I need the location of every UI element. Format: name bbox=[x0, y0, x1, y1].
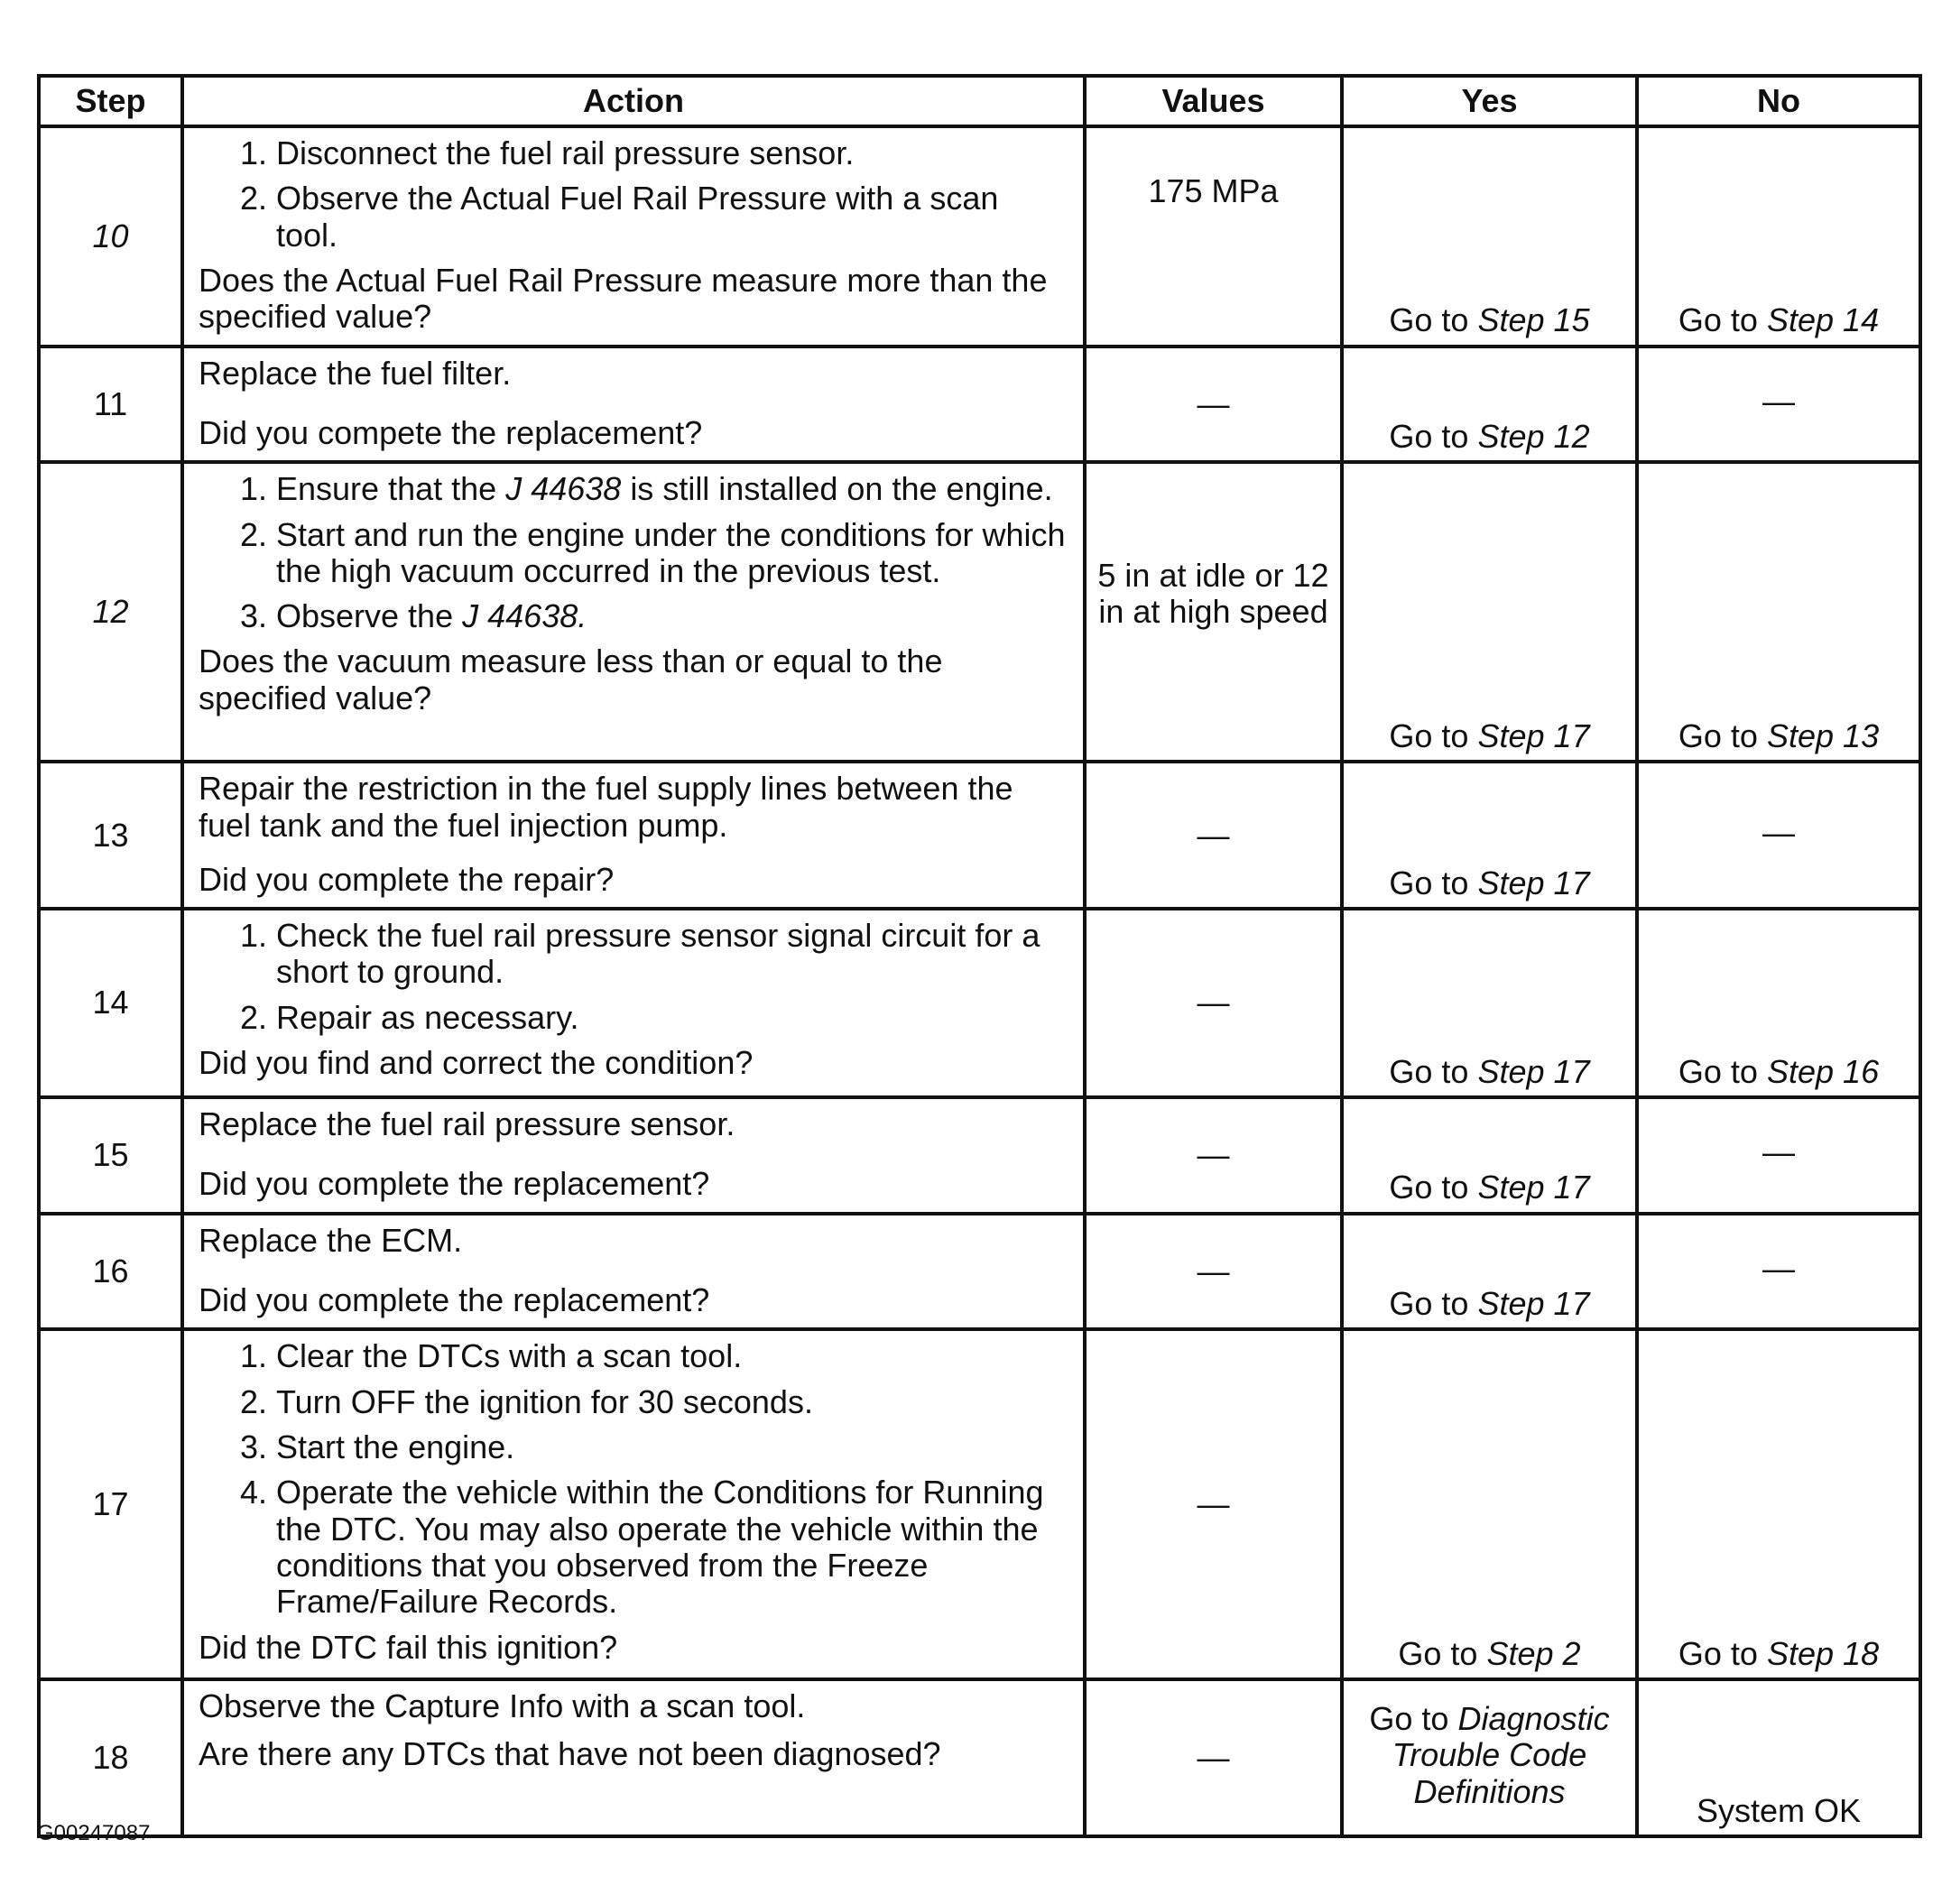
values-cell: 175 MPa bbox=[1085, 126, 1342, 347]
goto-prefix: Go to bbox=[1389, 716, 1469, 754]
step-number: 10 bbox=[39, 126, 182, 347]
values-cell: — bbox=[1085, 1329, 1342, 1679]
action-item: 1. Disconnect the fuel rail pressure sensor. bbox=[276, 135, 1068, 171]
goto-prefix: Go to bbox=[1389, 1052, 1469, 1090]
header-row bbox=[39, 76, 1920, 126]
action-item: 2. Observe the Actual Fuel Rail Pressure with a scan tool. bbox=[276, 180, 1068, 254]
action-item: 2. Turn OFF the ignition for 30 seconds. bbox=[276, 1384, 1068, 1420]
goto-prefix: Go to bbox=[1678, 1635, 1758, 1673]
action-question: Does the vacuum measure less than or equal to the specified value? bbox=[199, 642, 943, 716]
tool-reference: J 44638. bbox=[462, 597, 587, 635]
no-cell: System OK bbox=[1637, 1679, 1920, 1836]
goto-step-link: Step 16 bbox=[1766, 1052, 1880, 1090]
action-question: Did you complete the replacement? bbox=[199, 1281, 710, 1319]
goto-step-link: Step 2 bbox=[1486, 1635, 1581, 1673]
step-number: 16 bbox=[39, 1214, 182, 1330]
action-text: Replace the fuel filter. bbox=[199, 354, 512, 392]
goto-prefix: Go to bbox=[1389, 864, 1469, 901]
goto-prefix: Go to bbox=[1678, 716, 1758, 754]
goto-prefix: Go to bbox=[1389, 417, 1469, 455]
yes-cell bbox=[1342, 1214, 1637, 1330]
yes-cell bbox=[1342, 909, 1637, 1097]
goto-step-link: Step 17 bbox=[1477, 1285, 1590, 1323]
action-cell bbox=[182, 126, 1085, 347]
yes-cell bbox=[1342, 1329, 1637, 1679]
header-step: Step bbox=[39, 76, 182, 126]
table-row bbox=[39, 1329, 1920, 1679]
yes-cell bbox=[1342, 462, 1637, 762]
step-number: 17 bbox=[39, 1329, 182, 1679]
action-list bbox=[199, 135, 1068, 254]
action-cell bbox=[182, 909, 1085, 1097]
values-cell: — bbox=[1085, 909, 1342, 1097]
step-number: 12 bbox=[39, 462, 182, 762]
goto-prefix: Go to bbox=[1389, 1169, 1469, 1206]
header-yes: Yes bbox=[1342, 76, 1637, 126]
goto-diagnostic-link: Diagnostic Trouble Code Definitions bbox=[1392, 1699, 1610, 1810]
action-item: 1. Clear the DTCs with a scan tool. bbox=[276, 1338, 1068, 1374]
values-cell: — bbox=[1085, 347, 1342, 463]
step-number: 14 bbox=[39, 909, 182, 1097]
action-cell bbox=[182, 1679, 1085, 1836]
no-cell: — bbox=[1637, 762, 1920, 909]
step-number: 18 bbox=[39, 1679, 182, 1836]
action-question: Did you complete the repair? bbox=[199, 860, 615, 898]
values-cell: 5 in at idle or 12 in at high speed bbox=[1085, 462, 1342, 762]
action-item: 1. Check the fuel rail pressure sensor signal circuit for a short to ground. bbox=[276, 918, 1068, 991]
action-item: 2. Repair as necessary. bbox=[276, 1000, 1068, 1036]
goto-step-link: Step 17 bbox=[1477, 716, 1590, 754]
no-cell bbox=[1637, 126, 1920, 347]
header-action: Action bbox=[182, 76, 1085, 126]
tool-reference: J 44638 bbox=[505, 470, 622, 508]
table-row bbox=[39, 1679, 1920, 1836]
action-text: Repair the restriction in the fuel supply lines between the fuel tank and the fuel injection pump. bbox=[199, 770, 1013, 844]
yes-cell bbox=[1342, 1097, 1637, 1214]
action-text: Observe the Capture Info with a scan tool. bbox=[199, 1687, 806, 1725]
action-list bbox=[199, 918, 1068, 1036]
action-text: Replace the fuel rail pressure sensor. bbox=[199, 1105, 735, 1143]
goto-step-link: Step 12 bbox=[1477, 417, 1590, 455]
action-question: Did you complete the replacement? bbox=[199, 1165, 710, 1203]
goto-prefix: Go to bbox=[1369, 1699, 1449, 1737]
action-item bbox=[276, 598, 1068, 634]
figure-id: G00247087 bbox=[37, 1821, 151, 1845]
table-row bbox=[39, 1097, 1920, 1214]
action-cell bbox=[182, 462, 1085, 762]
no-cell: — bbox=[1637, 347, 1920, 463]
goto-step-link: Step 18 bbox=[1766, 1635, 1880, 1673]
values-cell: — bbox=[1085, 1097, 1342, 1214]
header-values: Values bbox=[1085, 76, 1342, 126]
no-cell: — bbox=[1637, 1214, 1920, 1330]
table-row bbox=[39, 126, 1920, 347]
no-cell bbox=[1637, 462, 1920, 762]
step-number: 15 bbox=[39, 1097, 182, 1214]
action-item-text: Observe the bbox=[276, 597, 454, 635]
goto-step-link: Step 17 bbox=[1477, 1052, 1590, 1090]
values-cell: — bbox=[1085, 1214, 1342, 1330]
goto-step-link: Step 15 bbox=[1477, 301, 1590, 339]
step-number: 13 bbox=[39, 762, 182, 909]
action-item: 2. Start and run the engine under the conditions for which the high vacuum occurred in the previous test. bbox=[276, 517, 1068, 590]
action-text: Replace the ECM. bbox=[199, 1221, 463, 1259]
goto-step-link: Step 17 bbox=[1477, 1169, 1590, 1206]
action-question: Did you compete the replacement? bbox=[199, 413, 703, 451]
goto-prefix: Go to bbox=[1389, 301, 1469, 339]
table-row bbox=[39, 1214, 1920, 1330]
diagnostic-table bbox=[37, 74, 1922, 1838]
values-cell: — bbox=[1085, 1679, 1342, 1836]
action-item bbox=[276, 471, 1068, 507]
action-cell bbox=[182, 1097, 1085, 1214]
action-question: Did the DTC fail this ignition? bbox=[199, 1628, 618, 1666]
table-row bbox=[39, 462, 1920, 762]
no-cell bbox=[1637, 1329, 1920, 1679]
no-cell bbox=[1637, 909, 1920, 1097]
action-list bbox=[199, 471, 1068, 634]
action-cell bbox=[182, 762, 1085, 909]
header-no: No bbox=[1637, 76, 1920, 126]
yes-cell bbox=[1342, 762, 1637, 909]
goto-step-link: Step 13 bbox=[1766, 716, 1880, 754]
action-item: 3. Start the engine. bbox=[276, 1429, 1068, 1465]
goto-prefix: Go to bbox=[1678, 1052, 1758, 1090]
action-question: Does the Actual Fuel Rail Pressure measure more than the specified value? bbox=[199, 261, 1048, 336]
goto-prefix: Go to bbox=[1678, 301, 1758, 339]
action-item-text: Ensure that the bbox=[276, 470, 497, 508]
table-row bbox=[39, 762, 1920, 909]
goto-prefix: Go to bbox=[1389, 1285, 1469, 1323]
action-question: Did you find and correct the condition? bbox=[199, 1044, 754, 1082]
goto-step-link: Step 17 bbox=[1477, 864, 1590, 901]
action-list bbox=[199, 1338, 1068, 1620]
goto-prefix: Go to bbox=[1398, 1635, 1478, 1673]
goto-step-link: Step 14 bbox=[1766, 301, 1880, 339]
action-cell bbox=[182, 1329, 1085, 1679]
action-cell bbox=[182, 347, 1085, 463]
no-cell: — bbox=[1637, 1097, 1920, 1214]
yes-cell bbox=[1342, 1679, 1637, 1836]
table-row bbox=[39, 347, 1920, 463]
step-number: 11 bbox=[39, 347, 182, 463]
action-item-text: is still installed on the engine. bbox=[630, 470, 1053, 508]
values-cell: — bbox=[1085, 762, 1342, 909]
table-row bbox=[39, 909, 1920, 1097]
action-cell bbox=[182, 1214, 1085, 1330]
action-item: 4. Operate the vehicle within the Conditions for Running the DTC. You may also operate the vehicle within the conditions that you observed from the Freeze Frame/Failure Records. bbox=[276, 1474, 1068, 1620]
yes-cell bbox=[1342, 347, 1637, 463]
yes-cell bbox=[1342, 126, 1637, 347]
action-question: Are there any DTCs that have not been diagnosed? bbox=[199, 1734, 941, 1772]
